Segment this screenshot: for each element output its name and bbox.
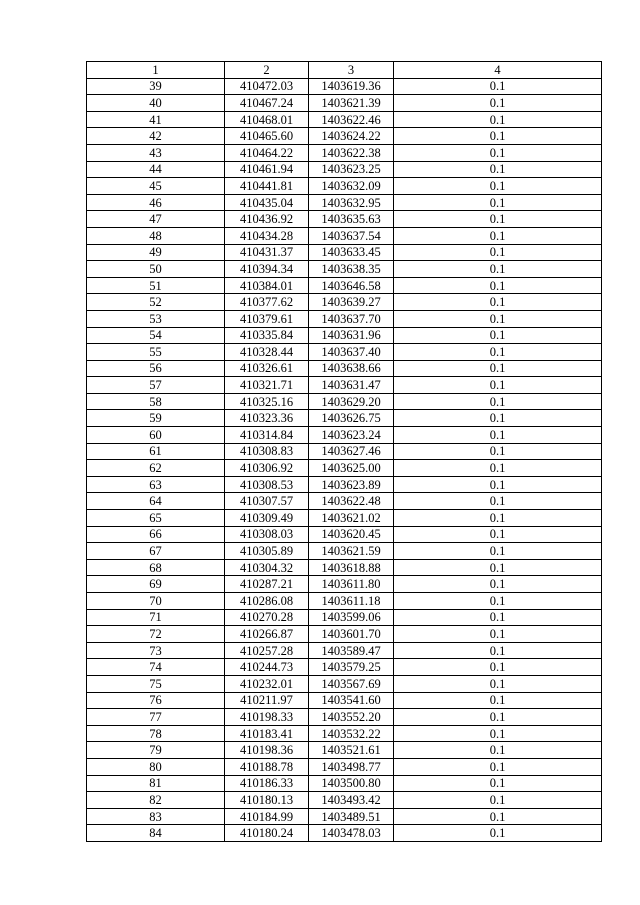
table-cell-col-1: 49 <box>87 244 225 261</box>
table-cell-col-2: 410461.94 <box>225 161 309 178</box>
table-cell-col-1: 40 <box>87 95 225 112</box>
table-row <box>87 476 602 493</box>
table-cell-col-2: 410323.36 <box>225 410 309 427</box>
table-cell-col-2: 410211.97 <box>225 692 309 709</box>
table-cell-col-4: 0.1 <box>394 626 602 643</box>
table-cell-col-3: 1403637.70 <box>309 310 394 327</box>
table-cell-col-1: 75 <box>87 675 225 692</box>
table-cell-col-3: 1403618.88 <box>309 559 394 576</box>
table-cell-col-1: 52 <box>87 294 225 311</box>
table-row <box>87 427 602 444</box>
table-cell-col-4: 0.1 <box>394 526 602 543</box>
table-cell-col-2: 410257.28 <box>225 642 309 659</box>
table-cell-col-2: 410244.73 <box>225 659 309 676</box>
table-cell-col-4: 0.1 <box>394 725 602 742</box>
table-cell-col-3: 1403622.46 <box>309 111 394 128</box>
table-cell-col-1: 76 <box>87 692 225 709</box>
table-cell-col-1: 64 <box>87 493 225 510</box>
table-row <box>87 78 602 95</box>
table-cell-col-2: 410309.49 <box>225 510 309 527</box>
table-cell-col-2: 410379.61 <box>225 310 309 327</box>
table-cell-col-4: 0.1 <box>394 393 602 410</box>
table-cell-col-1: 84 <box>87 825 225 842</box>
table-cell-col-4: 0.1 <box>394 692 602 709</box>
table-cell-col-3: 1403478.03 <box>309 825 394 842</box>
table-cell-col-4: 0.1 <box>394 144 602 161</box>
table-row <box>87 742 602 759</box>
table-cell-col-4: 0.1 <box>394 360 602 377</box>
table-row <box>87 758 602 775</box>
table-cell-col-3: 1403601.70 <box>309 626 394 643</box>
table-cell-col-1: 61 <box>87 443 225 460</box>
table-cell-col-1: 72 <box>87 626 225 643</box>
table-cell-col-4: 0.1 <box>394 493 602 510</box>
table-cell-col-2: 410468.01 <box>225 111 309 128</box>
table-cell-col-1: 46 <box>87 194 225 211</box>
table-cell-col-3: 1403624.22 <box>309 128 394 145</box>
table-row <box>87 675 602 692</box>
table-row <box>87 559 602 576</box>
table-cell-col-3: 1403621.02 <box>309 510 394 527</box>
table-row <box>87 526 602 543</box>
table-cell-col-3: 1403637.54 <box>309 227 394 244</box>
table-cell-col-3: 1403637.40 <box>309 344 394 361</box>
table-cell-col-1: 56 <box>87 360 225 377</box>
table-cell-col-4: 0.1 <box>394 277 602 294</box>
table-cell-col-4: 0.1 <box>394 227 602 244</box>
table-row <box>87 808 602 825</box>
table-body <box>87 78 602 841</box>
table-cell-col-1: 44 <box>87 161 225 178</box>
table-cell-col-3: 1403567.69 <box>309 675 394 692</box>
table-cell-col-1: 51 <box>87 277 225 294</box>
table-row <box>87 261 602 278</box>
table-cell-col-3: 1403622.48 <box>309 493 394 510</box>
table-cell-col-4: 0.1 <box>394 327 602 344</box>
table-cell-col-2: 410441.81 <box>225 178 309 195</box>
table-cell-col-2: 410198.36 <box>225 742 309 759</box>
table-cell-col-2: 410180.13 <box>225 792 309 809</box>
table-row <box>87 709 602 726</box>
table-row <box>87 443 602 460</box>
table-row <box>87 161 602 178</box>
table-cell-col-1: 81 <box>87 775 225 792</box>
table-cell-col-2: 410306.92 <box>225 460 309 477</box>
table-cell-col-2: 410328.44 <box>225 344 309 361</box>
table-cell-col-2: 410304.32 <box>225 559 309 576</box>
table-cell-col-4: 0.1 <box>394 576 602 593</box>
table-cell-col-2: 410183.41 <box>225 725 309 742</box>
table-cell-col-2: 410465.60 <box>225 128 309 145</box>
table-cell-col-2: 410198.33 <box>225 709 309 726</box>
table-cell-col-4: 0.1 <box>394 111 602 128</box>
table-cell-col-1: 42 <box>87 128 225 145</box>
table-row <box>87 377 602 394</box>
table-cell-col-2: 410308.53 <box>225 476 309 493</box>
table-cell-col-1: 67 <box>87 543 225 560</box>
table-cell-col-2: 410287.21 <box>225 576 309 593</box>
table-cell-col-3: 1403611.18 <box>309 593 394 610</box>
table-cell-col-2: 410325.16 <box>225 393 309 410</box>
table-cell-col-4: 0.1 <box>394 244 602 261</box>
table-cell-col-3: 1403493.42 <box>309 792 394 809</box>
table-cell-col-1: 55 <box>87 344 225 361</box>
table-cell-col-1: 66 <box>87 526 225 543</box>
table-cell-col-3: 1403626.75 <box>309 410 394 427</box>
table-cell-col-1: 63 <box>87 476 225 493</box>
table-cell-col-2: 410270.28 <box>225 609 309 626</box>
table-row <box>87 128 602 145</box>
table-cell-col-1: 71 <box>87 609 225 626</box>
table-cell-col-4: 0.1 <box>394 510 602 527</box>
table-cell-col-4: 0.1 <box>394 95 602 112</box>
table-cell-col-4: 0.1 <box>394 476 602 493</box>
table-cell-col-1: 74 <box>87 659 225 676</box>
table-cell-col-3: 1403623.25 <box>309 161 394 178</box>
table-row <box>87 410 602 427</box>
table-cell-col-3: 1403629.20 <box>309 393 394 410</box>
table-cell-col-2: 410326.61 <box>225 360 309 377</box>
table-cell-col-1: 62 <box>87 460 225 477</box>
table-cell-col-2: 410180.24 <box>225 825 309 842</box>
table-cell-col-4: 0.1 <box>394 825 602 842</box>
table-cell-col-4: 0.1 <box>394 792 602 809</box>
header-cell-1: 1 <box>87 62 225 79</box>
table-cell-col-3: 1403631.96 <box>309 327 394 344</box>
table-cell-col-4: 0.1 <box>394 808 602 825</box>
table-cell-col-1: 59 <box>87 410 225 427</box>
table-cell-col-3: 1403639.27 <box>309 294 394 311</box>
table-cell-col-3: 1403623.24 <box>309 427 394 444</box>
table-cell-col-2: 410394.34 <box>225 261 309 278</box>
table-cell-col-3: 1403532.22 <box>309 725 394 742</box>
header-cell-3: 3 <box>309 62 394 79</box>
table-row <box>87 493 602 510</box>
table-cell-col-1: 83 <box>87 808 225 825</box>
table-cell-col-1: 39 <box>87 78 225 95</box>
table-cell-col-4: 0.1 <box>394 294 602 311</box>
table-cell-col-3: 1403489.51 <box>309 808 394 825</box>
table-row <box>87 593 602 610</box>
table-cell-col-3: 1403620.45 <box>309 526 394 543</box>
table-cell-col-4: 0.1 <box>394 559 602 576</box>
table-cell-col-2: 410232.01 <box>225 675 309 692</box>
table-cell-col-3: 1403625.00 <box>309 460 394 477</box>
table-row <box>87 775 602 792</box>
table-cell-col-2: 410307.57 <box>225 493 309 510</box>
table-cell-col-1: 47 <box>87 211 225 228</box>
table-header <box>87 62 602 79</box>
table-cell-col-4: 0.1 <box>394 78 602 95</box>
table-cell-col-4: 0.1 <box>394 460 602 477</box>
table-cell-col-4: 0.1 <box>394 194 602 211</box>
table-cell-col-1: 41 <box>87 111 225 128</box>
table-cell-col-1: 58 <box>87 393 225 410</box>
table-row <box>87 95 602 112</box>
table-cell-col-4: 0.1 <box>394 642 602 659</box>
table-cell-col-4: 0.1 <box>394 443 602 460</box>
table-cell-col-4: 0.1 <box>394 593 602 610</box>
table-row <box>87 294 602 311</box>
table-cell-col-3: 1403589.47 <box>309 642 394 659</box>
table-cell-col-4: 0.1 <box>394 410 602 427</box>
table-cell-col-4: 0.1 <box>394 775 602 792</box>
table-row <box>87 178 602 195</box>
table-row <box>87 642 602 659</box>
table-cell-col-2: 410335.84 <box>225 327 309 344</box>
table-cell-col-1: 45 <box>87 178 225 195</box>
table-row <box>87 543 602 560</box>
table-cell-col-1: 73 <box>87 642 225 659</box>
table-row <box>87 244 602 261</box>
table-cell-col-1: 53 <box>87 310 225 327</box>
table-cell-col-2: 410266.87 <box>225 626 309 643</box>
table-row <box>87 277 602 294</box>
table-cell-col-4: 0.1 <box>394 427 602 444</box>
table-cell-col-1: 82 <box>87 792 225 809</box>
table-cell-col-3: 1403619.36 <box>309 78 394 95</box>
table-row <box>87 144 602 161</box>
table-cell-col-2: 410434.28 <box>225 227 309 244</box>
table-row <box>87 310 602 327</box>
table-cell-col-2: 410436.92 <box>225 211 309 228</box>
table-cell-col-3: 1403638.35 <box>309 261 394 278</box>
table-cell-col-1: 54 <box>87 327 225 344</box>
table-cell-col-3: 1403632.95 <box>309 194 394 211</box>
table-cell-col-3: 1403621.39 <box>309 95 394 112</box>
table-row <box>87 576 602 593</box>
table-row <box>87 393 602 410</box>
coordinates-table <box>86 61 602 842</box>
table-cell-col-1: 43 <box>87 144 225 161</box>
table-row <box>87 659 602 676</box>
table-row <box>87 609 602 626</box>
table-cell-col-1: 60 <box>87 427 225 444</box>
table-cell-col-3: 1403552.20 <box>309 709 394 726</box>
table-cell-col-2: 410321.71 <box>225 377 309 394</box>
table-cell-col-3: 1403635.63 <box>309 211 394 228</box>
table-cell-col-1: 68 <box>87 559 225 576</box>
table-cell-col-2: 410308.83 <box>225 443 309 460</box>
table-cell-col-3: 1403632.09 <box>309 178 394 195</box>
table-cell-col-2: 410308.03 <box>225 526 309 543</box>
table-cell-col-1: 48 <box>87 227 225 244</box>
table-row <box>87 825 602 842</box>
table-cell-col-3: 1403500.80 <box>309 775 394 792</box>
table-cell-col-4: 0.1 <box>394 261 602 278</box>
table-cell-col-2: 410472.03 <box>225 78 309 95</box>
table-row <box>87 725 602 742</box>
table-cell-col-1: 65 <box>87 510 225 527</box>
table-cell-col-1: 50 <box>87 261 225 278</box>
table-cell-col-2: 410467.24 <box>225 95 309 112</box>
table-cell-col-3: 1403521.61 <box>309 742 394 759</box>
table-cell-col-2: 410431.37 <box>225 244 309 261</box>
table-row <box>87 211 602 228</box>
table-cell-col-3: 1403498.77 <box>309 758 394 775</box>
table-row <box>87 792 602 809</box>
table-cell-col-2: 410286.08 <box>225 593 309 610</box>
table-cell-col-4: 0.1 <box>394 675 602 692</box>
table-cell-col-2: 410377.62 <box>225 294 309 311</box>
table-row <box>87 626 602 643</box>
table-cell-col-4: 0.1 <box>394 609 602 626</box>
table-cell-col-4: 0.1 <box>394 178 602 195</box>
table-cell-col-1: 69 <box>87 576 225 593</box>
table-cell-col-3: 1403611.80 <box>309 576 394 593</box>
table-cell-col-4: 0.1 <box>394 709 602 726</box>
header-cell-4: 4 <box>394 62 602 79</box>
table-row <box>87 360 602 377</box>
table-row <box>87 227 602 244</box>
table-cell-col-3: 1403631.47 <box>309 377 394 394</box>
table-cell-col-3: 1403621.59 <box>309 543 394 560</box>
table-cell-col-3: 1403599.06 <box>309 609 394 626</box>
table-cell-col-2: 410188.78 <box>225 758 309 775</box>
table-cell-col-3: 1403541.60 <box>309 692 394 709</box>
table-cell-col-1: 78 <box>87 725 225 742</box>
table-cell-col-4: 0.1 <box>394 310 602 327</box>
table-cell-col-3: 1403633.45 <box>309 244 394 261</box>
table-cell-col-3: 1403579.25 <box>309 659 394 676</box>
table-cell-col-2: 410464.22 <box>225 144 309 161</box>
table-cell-col-3: 1403638.66 <box>309 360 394 377</box>
header-row <box>87 62 602 79</box>
table-cell-col-4: 0.1 <box>394 211 602 228</box>
table-cell-col-1: 79 <box>87 742 225 759</box>
table-cell-col-1: 80 <box>87 758 225 775</box>
table-row <box>87 327 602 344</box>
table-row <box>87 510 602 527</box>
table-cell-col-4: 0.1 <box>394 543 602 560</box>
table-cell-col-2: 410384.01 <box>225 277 309 294</box>
table-cell-col-3: 1403622.38 <box>309 144 394 161</box>
table-cell-col-2: 410305.89 <box>225 543 309 560</box>
table-cell-col-1: 70 <box>87 593 225 610</box>
table-cell-col-4: 0.1 <box>394 742 602 759</box>
table-row <box>87 194 602 211</box>
table-cell-col-4: 0.1 <box>394 377 602 394</box>
table-cell-col-2: 410435.04 <box>225 194 309 211</box>
table-cell-col-1: 57 <box>87 377 225 394</box>
table-cell-col-4: 0.1 <box>394 161 602 178</box>
table-cell-col-4: 0.1 <box>394 659 602 676</box>
table-cell-col-3: 1403627.46 <box>309 443 394 460</box>
table-cell-col-3: 1403623.89 <box>309 476 394 493</box>
table-cell-col-4: 0.1 <box>394 344 602 361</box>
table-row <box>87 692 602 709</box>
table-cell-col-3: 1403646.58 <box>309 277 394 294</box>
table-cell-col-2: 410184.99 <box>225 808 309 825</box>
table-row <box>87 111 602 128</box>
table-row <box>87 344 602 361</box>
header-cell-2: 2 <box>225 62 309 79</box>
table-cell-col-1: 77 <box>87 709 225 726</box>
table-cell-col-2: 410186.33 <box>225 775 309 792</box>
table-cell-col-2: 410314.84 <box>225 427 309 444</box>
table-cell-col-4: 0.1 <box>394 128 602 145</box>
table-row <box>87 460 602 477</box>
table-cell-col-4: 0.1 <box>394 758 602 775</box>
